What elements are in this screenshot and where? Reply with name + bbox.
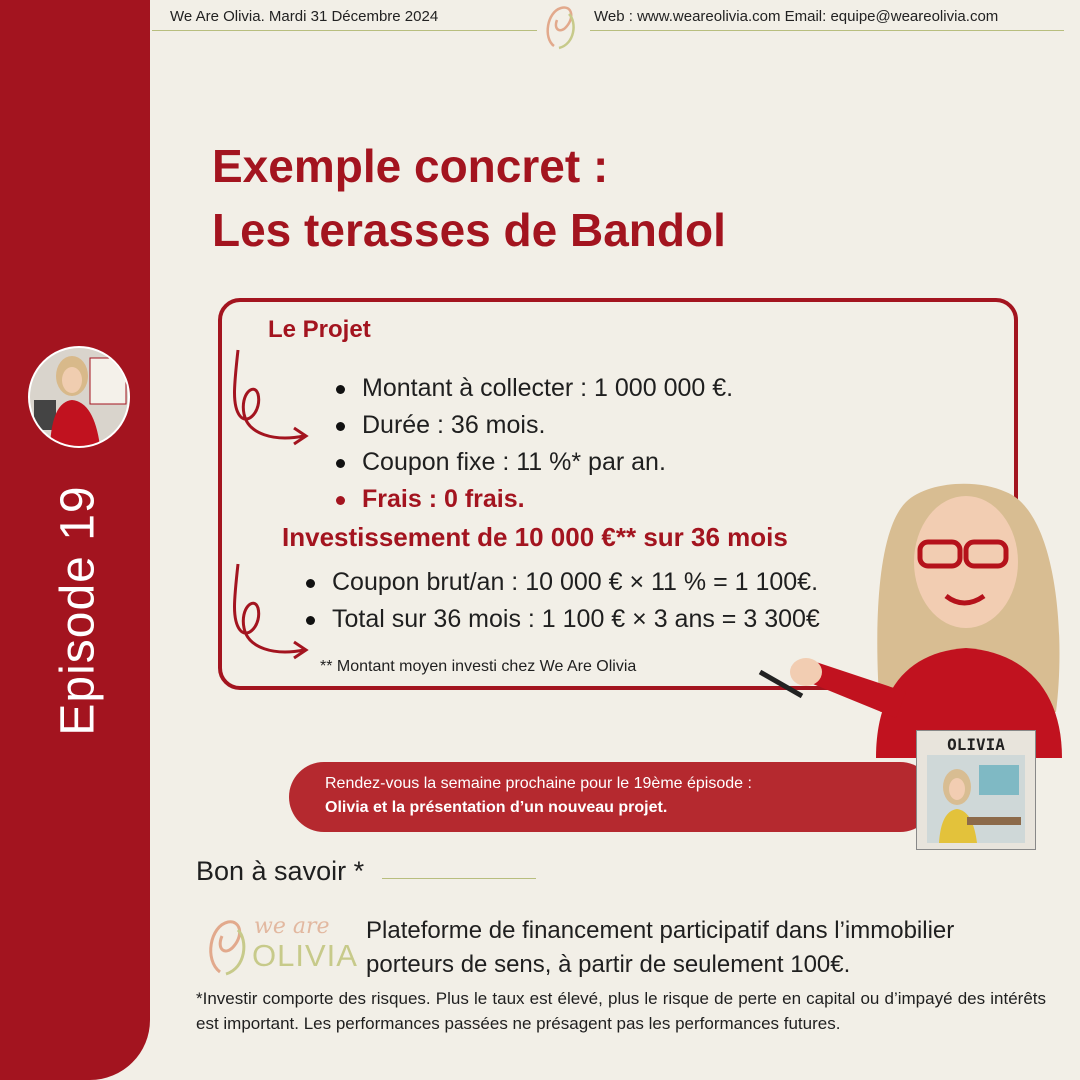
title-line-2: Les terasses de Bandol (212, 204, 726, 256)
bon-a-savoir-underline (382, 878, 536, 879)
investment-list (304, 564, 820, 638)
title-line-1: Exemple concret : (212, 140, 609, 192)
we-are-olivia-logo (206, 912, 358, 978)
avatar (28, 346, 130, 448)
olivia-logo-icon (545, 2, 579, 52)
logo-text-bottom: OLIVIA (252, 938, 358, 973)
list-item: Montant à collecter : 1 000 000 €. (334, 370, 733, 407)
thumbnail-illustration (927, 755, 1025, 843)
risk-disclaimer: *Investir comporte des risques. Plus le taux est élevé, plus le risque de perte en capital ou d’impayé des intérêts est important. Les performances passées ne présagent pas les performances futures. (196, 989, 1046, 1033)
investment-heading: Investissement de 10 000 €** sur 36 mois (282, 522, 788, 552)
thumbnail-title: OLIVIA (947, 735, 1005, 754)
curved-arrow-icon (228, 346, 318, 456)
list-item: Durée : 36 mois. (334, 407, 733, 444)
page-title (212, 134, 726, 262)
project-list (334, 370, 733, 518)
header-divider-right (590, 30, 1064, 31)
platform-description: Plateforme de financement participatif dans l’immobilier porteurs de sens, à partir de seulement 100€. (366, 917, 955, 978)
episode-label: Episode 19 (51, 484, 105, 736)
project-heading: Le Projet (268, 316, 371, 343)
header-divider-left (152, 30, 537, 31)
header-date: We Are Olivia. Mardi 31 Décembre 2024 (170, 8, 439, 25)
list-item: Frais : 0 frais. (334, 481, 733, 518)
list-item: Coupon brut/an : 10 000 € × 11 % = 1 100€. (304, 564, 820, 601)
olivia-logo-icon (206, 914, 252, 978)
next-episode-banner (289, 762, 935, 832)
banner-line-1: Rendez-vous la semaine prochaine pour le 19ème épisode : (325, 775, 752, 792)
logo-text-top: we are (254, 914, 330, 939)
olivia-character-image (756, 472, 1074, 758)
list-item: Total sur 36 mois : 1 100 € × 3 ans = 3 300€ (304, 601, 820, 638)
banner-line-2: Olivia et la présentation d’un nouveau projet. (325, 799, 668, 816)
episode-thumbnail (916, 730, 1036, 850)
investment-note: ** Montant moyen investi chez We Are Olivia (320, 658, 637, 675)
header-contact: Web : www.weareolivia.com Email: equipe@weareolivia.com (594, 8, 999, 25)
list-item: Coupon fixe : 11 %* par an. (334, 444, 733, 481)
bon-a-savoir-heading: Bon à savoir * (196, 856, 365, 886)
